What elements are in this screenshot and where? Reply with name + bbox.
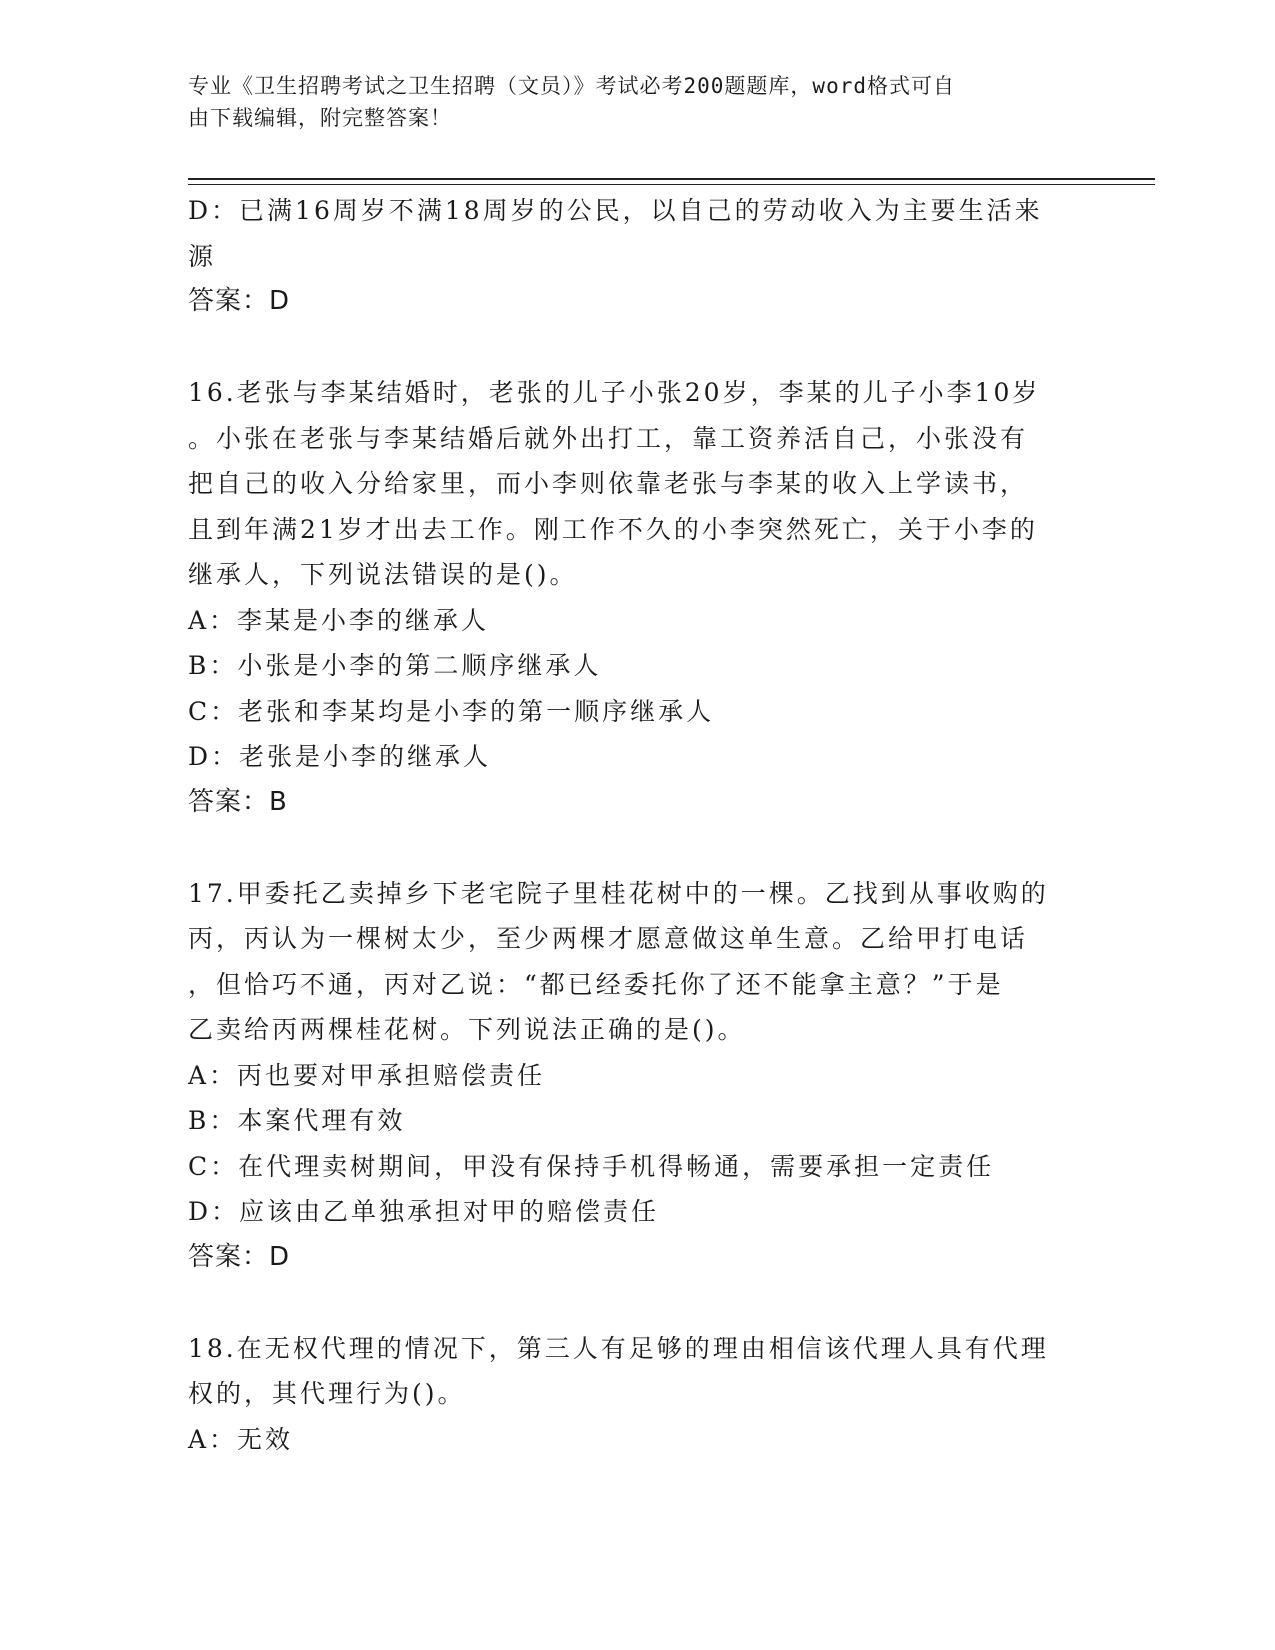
question-18 [188, 1326, 1078, 1463]
question-text-line: 18.在无权代理的情况下，第三人有足够的理由相信该代理人具有代理 [188, 1333, 1049, 1363]
question-17 [188, 871, 1078, 1281]
option-a: A：无效 [188, 1424, 294, 1454]
question-text-line: 。小张在老张与李某结婚后就外出打工，靠工资养活自己，小张没有 [188, 423, 1029, 453]
answer-line: 答案：D [188, 286, 291, 316]
option-d: D：老张是小李的继承人 [188, 742, 492, 771]
option-a: A：李某是小李的继承人 [188, 605, 490, 635]
header-line-2: 由下载编辑，附完整答案！ [188, 106, 452, 130]
page-header [188, 70, 1068, 134]
header-divider-thin [188, 184, 1155, 185]
question-content [188, 188, 1078, 1462]
spacer [188, 1280, 1078, 1326]
question-text-line: 乙卖给丙两棵桂花树。下列说法正确的是()。 [188, 1015, 746, 1044]
option-a: A：丙也要对甲承担赔偿责任 [188, 1060, 546, 1090]
spacer [188, 325, 1078, 371]
option-d-line-2: 源 [188, 241, 217, 271]
question-text-line: 且到年满21岁才出去工作。刚工作不久的小李突然死亡，关于小李的 [188, 514, 1038, 544]
question-16 [188, 370, 1078, 825]
question-text-line: ，但恰巧不通，丙对乙说：“都已经委托你了还不能拿主意？”于是 [188, 969, 1004, 999]
question-text-line: 16.老张与李某结婚时，老张的儿子小张20岁，李某的儿子小李10岁 [188, 378, 1041, 407]
option-c: C：老张和李某均是小李的第一顺序继承人 [188, 696, 715, 726]
question-text-line: 把自己的收入分给家里，而小李则依靠老张与李某的收入上学读书， [188, 469, 1029, 498]
question-text-line: 丙，丙认为一棵树太少，至少两棵才愿意做这单生意。乙给甲打电话 [188, 924, 1029, 953]
question-text-line: 继承人，下列说法错误的是()。 [188, 560, 578, 589]
option-b: B：本案代理有效 [188, 1106, 406, 1135]
option-d: D：应该由乙单独承担对甲的赔偿责任 [188, 1197, 660, 1226]
header-line-1: 专业《卫生招聘考试之卫生招聘（文员）》考试必考200题题库，word格式可自 [188, 74, 955, 98]
option-c: C：在代理卖树期间，甲没有保持手机得畅通，需要承担一定责任 [188, 1151, 995, 1181]
question-text-line: 17.甲委托乙卖掉乡下老宅院子里桂花树中的一棵。乙找到从事收购的 [188, 878, 1049, 908]
option-d-line-1: D：已满16周岁不满18周岁的公民，以自己的劳动收入为主要生活来 [188, 196, 1043, 225]
spacer [188, 825, 1078, 871]
option-b: B：小张是小李的第二顺序继承人 [188, 651, 602, 680]
answer-line: 答案：B [188, 786, 288, 817]
answer-line: 答案：D [188, 1241, 291, 1272]
question-text-line: 权的，其代理行为()。 [188, 1379, 466, 1408]
header-divider-thick [188, 178, 1155, 180]
